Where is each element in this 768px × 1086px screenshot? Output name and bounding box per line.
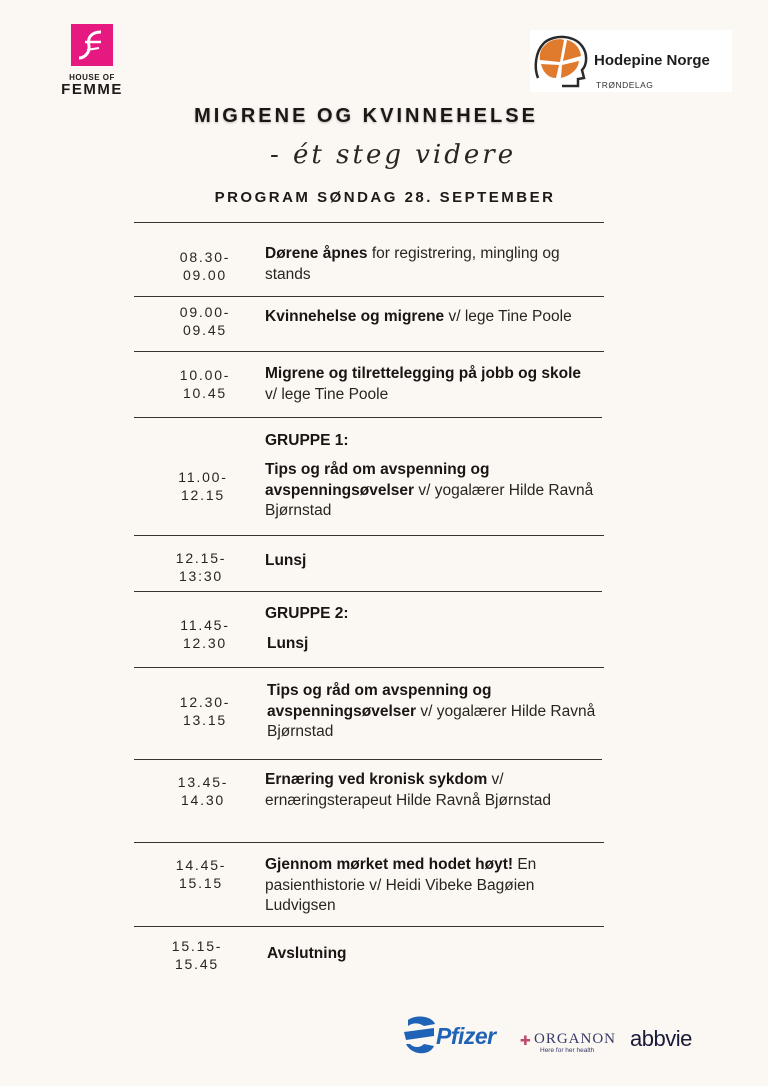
house-of-femme-logo <box>52 24 132 97</box>
organon-tagline: Here for her health <box>540 1047 595 1054</box>
hodepine-region: TRØNDELAG <box>596 80 654 90</box>
program-item: Ernæring ved kronisk sykdom v/ ernæringsterapeut Hilde Ravnå Bjørnstad <box>265 771 552 809</box>
hodepine-norge-logo <box>530 30 732 92</box>
time-slot: 13.45- 14.30 <box>177 774 229 808</box>
program-item: Gjennom mørket med hodet høyt! En pasienthistorie v/ Heidi Vibeke Bagøien Ludvigsen <box>265 856 537 914</box>
time-slot: 10.00- 10.45 <box>179 367 231 401</box>
organon-logo: ORGANON <box>534 1031 616 1047</box>
group-heading: GRUPPE 2: <box>265 605 349 622</box>
time-slot: 11.00- 12.15 <box>178 469 228 503</box>
program-date: PROGRAM SØNDAG 28. SEPTEMBER <box>214 189 556 206</box>
page-title: MIGRENE OG KVINNEHELSE <box>194 105 538 127</box>
abbvie-logo: abbvie <box>630 1026 692 1051</box>
divider <box>134 417 602 418</box>
hodepine-title: Hodepine Norge <box>594 52 710 69</box>
divider <box>134 296 604 297</box>
pfizer-logo: Pfizer <box>436 1023 496 1049</box>
time-slot: 08.30- 09.00 <box>179 249 231 283</box>
program-item: Lunsj <box>267 635 309 652</box>
head-profile-icon <box>532 32 590 90</box>
divider <box>134 842 604 843</box>
divider <box>134 351 604 352</box>
divider <box>134 667 604 668</box>
hof-line1: HOUSE OF <box>69 73 115 82</box>
time-slot: 12.30- 13.15 <box>179 694 231 728</box>
divider <box>134 535 604 536</box>
pfizer-icon <box>402 1014 438 1058</box>
time-slot: 14.45- 15.15 <box>175 857 227 891</box>
program-item: Avslutning <box>267 945 347 962</box>
program-item: Tips og råd om avspenning og avspenningsøvelser v/ yogalærer Hilde Ravnå Bjørnstad <box>265 461 594 519</box>
hof-line2: FEMME <box>61 81 123 98</box>
time-slot: 12.15- 13:30 <box>175 550 227 584</box>
page-subtitle: - ét steg videre <box>270 140 517 170</box>
program-item: Lunsj <box>265 552 307 569</box>
program-item: Dørene åpnes for registrering, mingling og stands <box>265 245 560 283</box>
program-item: Tips og råd om avspenning og avspenningsøvelser v/ yogalærer Hilde Ravnå Bjørnstad <box>267 682 596 740</box>
divider <box>134 926 604 927</box>
time-slot: 11.45- 12.30 <box>180 617 230 651</box>
program-item: Migrene og tilrettelegging på jobb og skole v/ lege Tine Poole <box>265 365 582 403</box>
divider <box>134 591 602 592</box>
group-heading: GRUPPE 1: <box>265 432 349 449</box>
house-of-femme-icon <box>71 24 113 66</box>
time-slot: 09.00- 09.45 <box>179 304 231 338</box>
divider <box>134 222 604 223</box>
time-slot: 15.15- 15.45 <box>171 938 223 972</box>
divider <box>134 759 602 760</box>
organon-star-icon: ✚ <box>520 1033 531 1048</box>
program-item: Kvinnehelse og migrene v/ lege Tine Poole <box>265 308 572 325</box>
